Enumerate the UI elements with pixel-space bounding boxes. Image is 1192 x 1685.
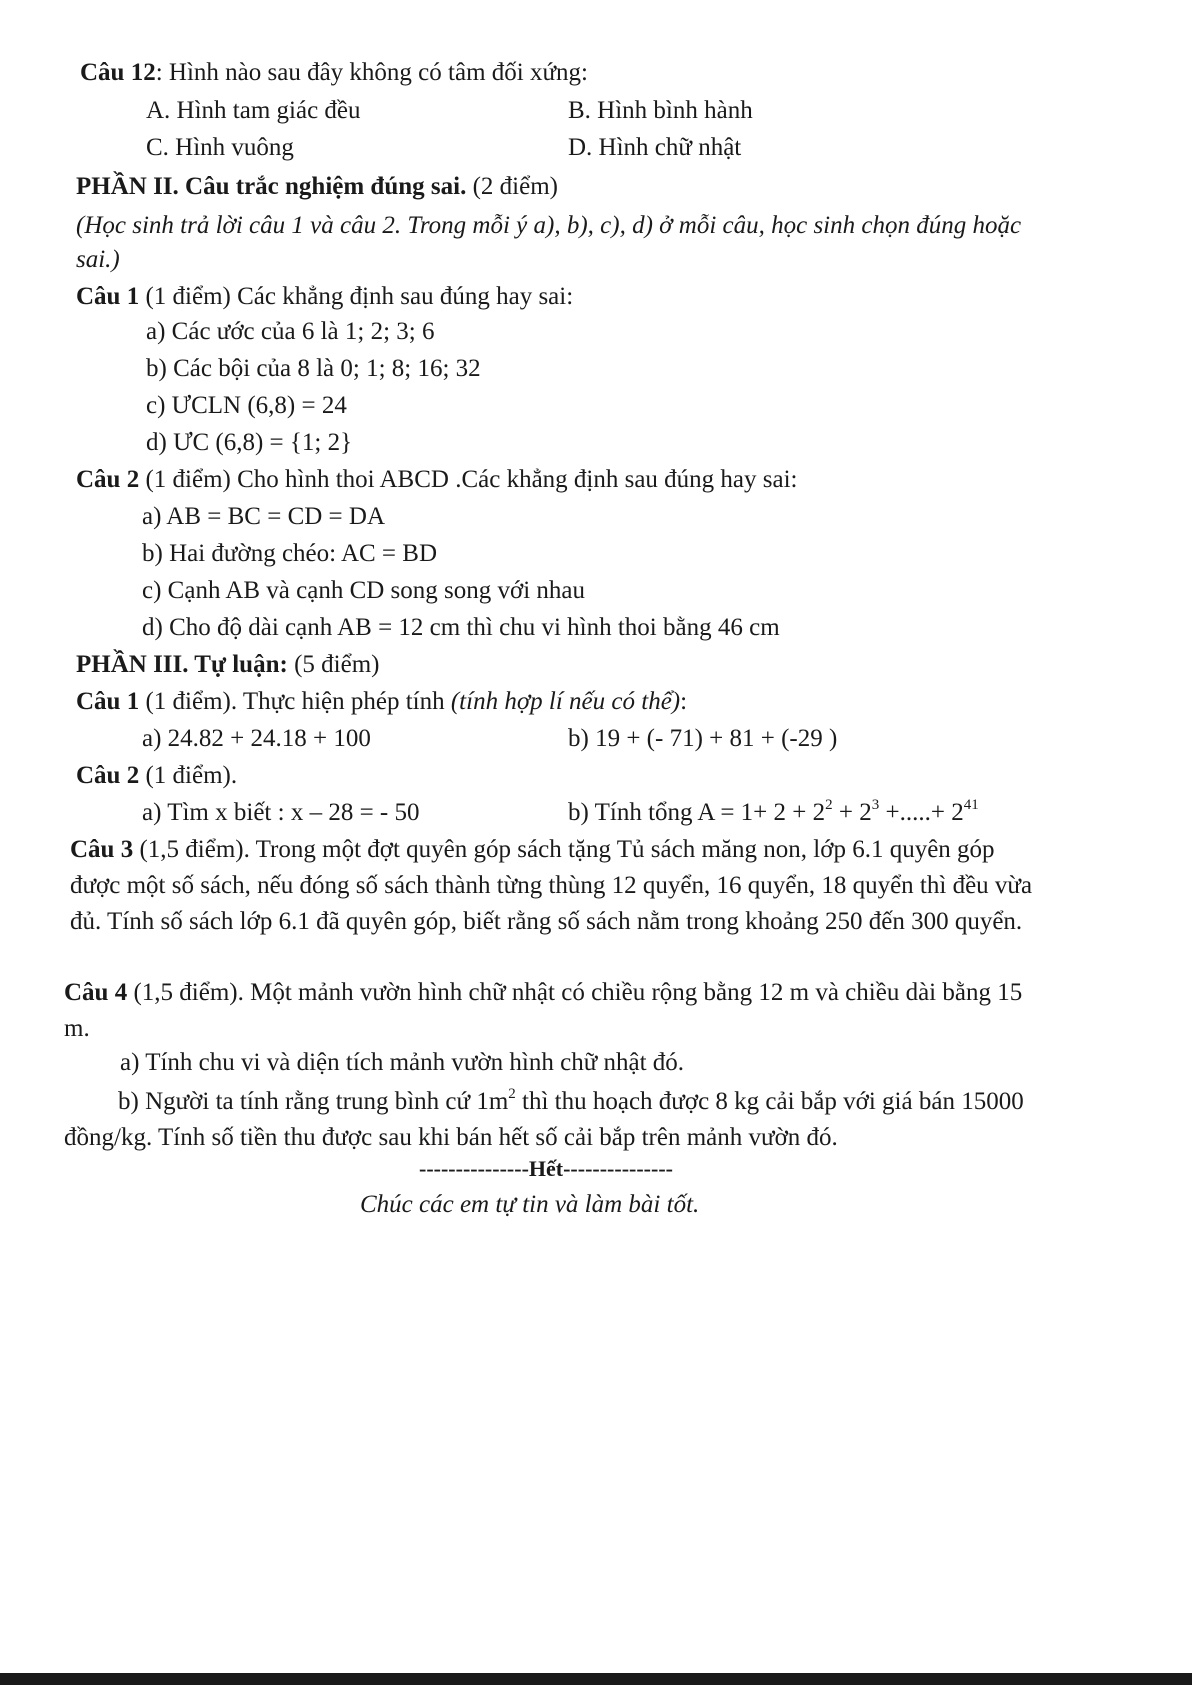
part2-q1-item-c: c) ƯCLN (6,8) = 24 bbox=[146, 392, 347, 419]
sum-expression-mid: + 2 bbox=[832, 799, 872, 826]
q12-option-a: A. Hình tam giác đều bbox=[146, 97, 361, 124]
part3-q2-stem bbox=[76, 761, 237, 791]
part3-q1-text: (1 điểm). Thực hiện phép tính bbox=[139, 688, 451, 715]
closing-wish: Chúc các em tự tin và làm bài tốt. bbox=[360, 1191, 700, 1218]
part2-q2-item-a: a) AB = BC = CD = DA bbox=[142, 503, 386, 530]
part3-q1-stem bbox=[76, 687, 687, 717]
part3-q1-label: Câu 1 bbox=[76, 688, 140, 715]
q12-option-b: B. Hình bình hành bbox=[568, 97, 753, 124]
part3-q4-text: (1,5 điểm). Một mảnh vườn hình chữ nhật có chiều rộng bằng 12 m và chiều dài bằng 15 m. bbox=[64, 979, 1023, 1042]
part3-q3-label: Câu 3 bbox=[70, 836, 134, 863]
part2-points: (2 điểm) bbox=[466, 173, 558, 200]
part3-heading-line bbox=[76, 650, 379, 680]
part2-q1-text: (1 điểm) Các khẳng định sau đúng hay sai: bbox=[139, 283, 574, 310]
part2-q1-item-a: a) Các ước của 6 là 1; 2; 3; 6 bbox=[146, 318, 435, 345]
exponent-41: 41 bbox=[963, 796, 979, 813]
part3-q4-item-b bbox=[64, 1084, 1038, 1156]
part2-q1-label: Câu 1 bbox=[76, 283, 140, 310]
part3-q1-item-b: b) 19 + (- 71) + 81 + (-29 ) bbox=[568, 725, 838, 752]
part2-q2-item-c: c) Cạnh AB và cạnh CD song song với nhau bbox=[142, 577, 586, 604]
sum-expression-start: b) Tính tổng A = 1+ 2 + 2 bbox=[568, 799, 826, 826]
exponent-2: 2 bbox=[825, 796, 833, 813]
q12-label: Câu 12 bbox=[80, 59, 156, 86]
part2-q2-text: (1 điểm) Cho hình thoi ABCD .Các khẳng định sau đúng hay sai: bbox=[139, 466, 798, 493]
q12-option-d: D. Hình chữ nhật bbox=[568, 134, 742, 161]
part3-q3-text: (1,5 điểm). Trong một đợt quyên góp sách tặng Tủ sách măng non, lớp 6.1 quyên góp được một số sách, nếu đóng số sách thành từng thùng 12 quyển, 16 quyển, 18 quyển thì đều vừa đủ. Tính số sách lớp 6.1 đã quyên góp, biết rằng số sách nằm trong khoảng 250 đến 300 quyển. bbox=[70, 836, 1033, 935]
part3-q2-label: Câu 2 bbox=[76, 762, 140, 789]
q4b-text-start: b) Người ta tính rằng trung bình cứ 1m bbox=[118, 1088, 509, 1115]
exponent-3: 3 bbox=[871, 796, 880, 813]
part3-q4-label: Câu 4 bbox=[64, 979, 128, 1006]
part2-heading-line bbox=[76, 172, 558, 202]
sum-expression-end: +.....+ 2 bbox=[879, 799, 964, 826]
part3-q3 bbox=[70, 832, 1038, 940]
q12-option-c: C. Hình vuông bbox=[146, 134, 294, 161]
part2-q2-item-d: d) Cho độ dài cạnh AB = 12 cm thì chu vi hình thoi bằng 46 cm bbox=[142, 614, 780, 641]
part3-q2-text: (1 điểm). bbox=[139, 762, 238, 789]
part2-q1-item-b: b) Các bội của 8 là 0; 1; 8; 16; 32 bbox=[146, 355, 481, 382]
q4b-exponent: 2 bbox=[508, 1085, 516, 1102]
part3-points: (5 điểm) bbox=[287, 651, 380, 678]
part2-q2-item-b: b) Hai đường chéo: AC = BD bbox=[142, 540, 438, 567]
part2-heading: PHẦN II. Câu trắc nghiệm đúng sai. bbox=[76, 173, 467, 200]
part3-heading: PHẦN III. Tự luận: bbox=[76, 651, 288, 678]
part3-q1-hint: (tính hợp lí nếu có thể) bbox=[450, 688, 681, 715]
end-marker: ---------------Hết--------------- bbox=[419, 1156, 673, 1181]
part2-q2-label: Câu 2 bbox=[76, 466, 140, 493]
part2-q2-stem bbox=[76, 465, 798, 495]
q12-stem bbox=[80, 58, 588, 88]
part3-q1-item-a: a) 24.82 + 24.18 + 100 bbox=[142, 725, 371, 752]
q12-text: : Hình nào sau đây không có tâm đối xứng: bbox=[155, 59, 588, 86]
part3-q4-item-a: a) Tính chu vi và diện tích mảnh vườn hình chữ nhật đó. bbox=[120, 1049, 685, 1076]
part3-q2-item-a: a) Tìm x biết : x – 28 = - 50 bbox=[142, 799, 420, 826]
part3-q2-item-b bbox=[568, 798, 979, 828]
part3-q4 bbox=[64, 975, 1038, 1047]
q4b-text-end: thì thu hoạch được 8 kg cải bắp với giá bán 15000 đồng/kg. Tính số tiền thu được sau khi bán hết số cải bắp trên mảnh vườn đó. bbox=[64, 1088, 1024, 1151]
part2-q1-stem bbox=[76, 282, 573, 312]
part2-instruction: (Học sinh trả lời câu 1 và câu 2. Trong mỗi ý a), b), c), d) ở mỗi câu, học sinh chọn đúng hoặc sai.) bbox=[76, 212, 1022, 273]
part2-q1-item-d: d) ƯC (6,8) = {1; 2} bbox=[146, 429, 353, 456]
part3-q1-colon: : bbox=[680, 688, 688, 715]
scan-edge-bar bbox=[0, 1673, 1192, 1685]
